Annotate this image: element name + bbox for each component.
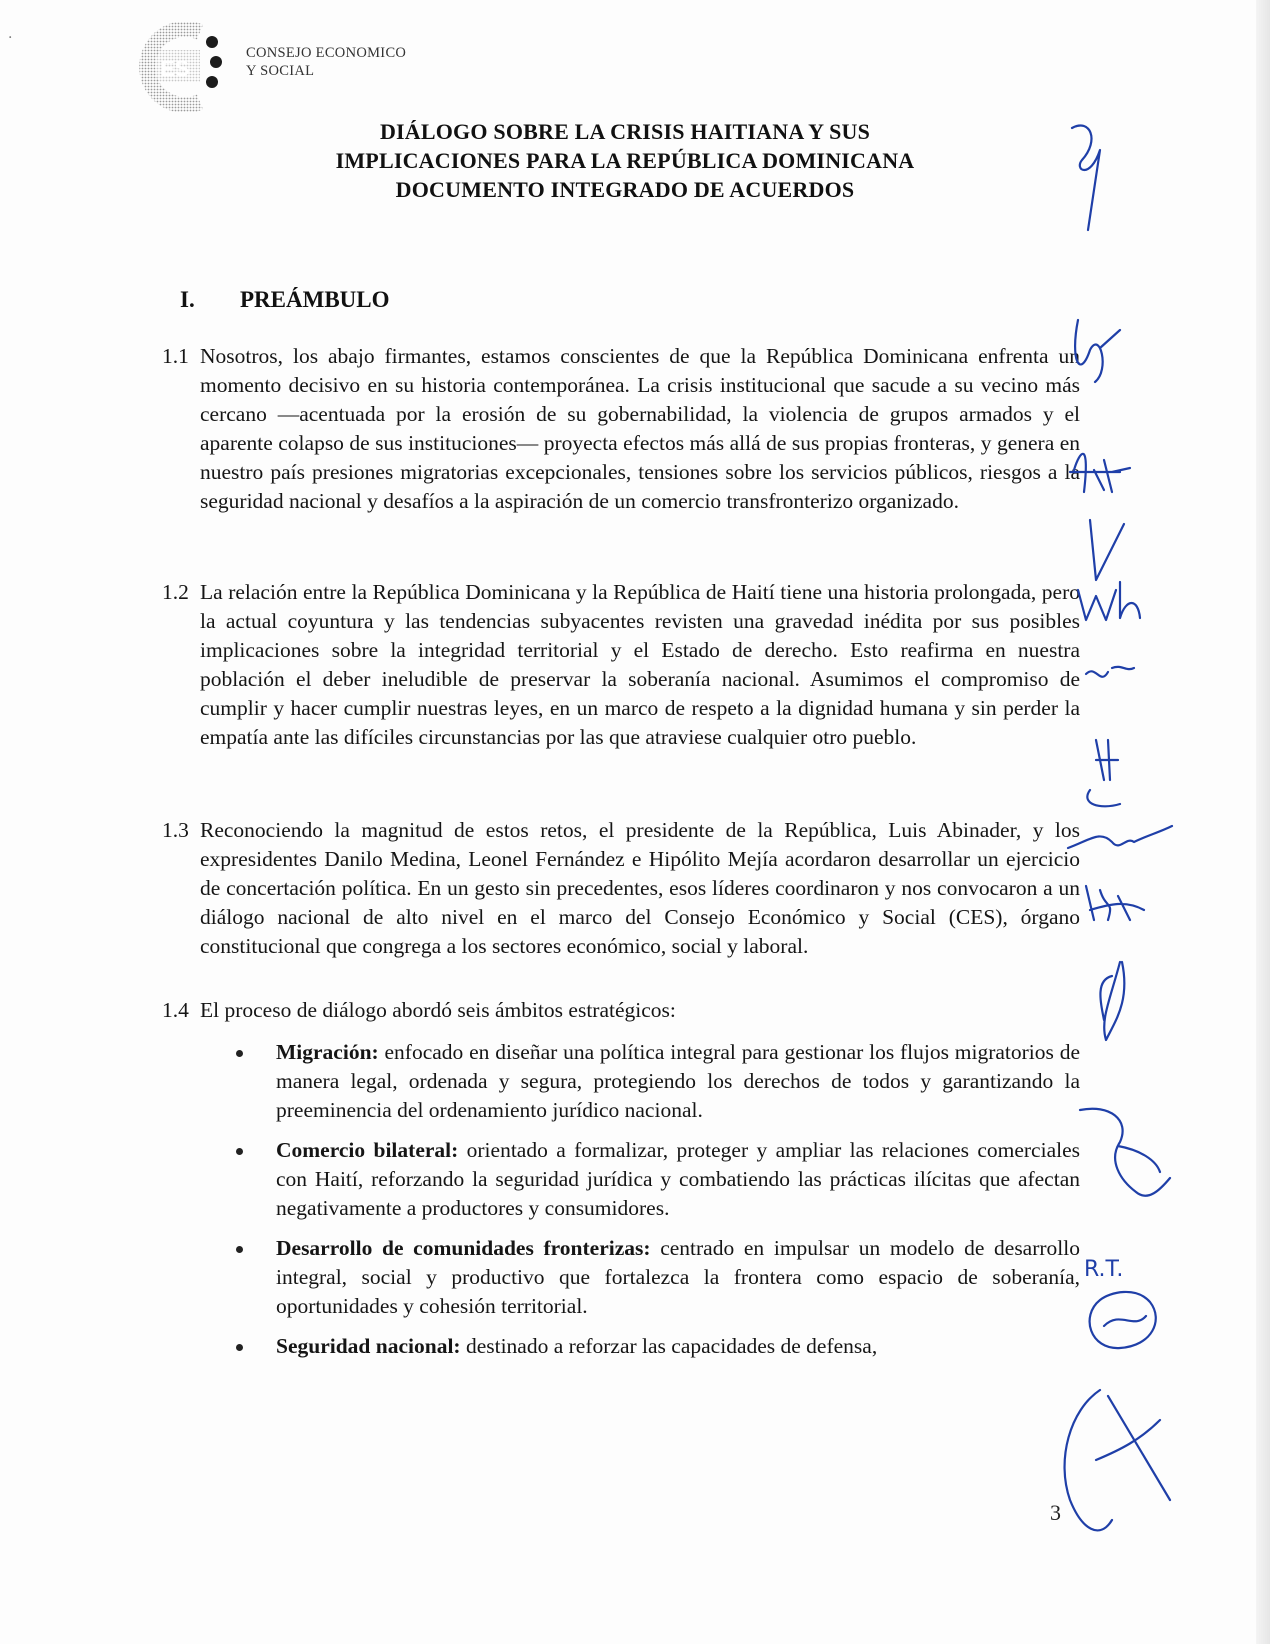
scan-mark: ·	[8, 30, 13, 46]
list-item	[236, 1136, 1080, 1223]
ces-logo	[138, 22, 438, 112]
paragraph-number: 1.3	[162, 818, 189, 842]
bullet-term: Comercio bilateral:	[276, 1138, 459, 1162]
handwritten-signatures-icon	[1060, 120, 1270, 1644]
list-item	[236, 1234, 1080, 1321]
bullet-text: centrado en impulsar un modelo de desarrollo integral, social y productivo que fortalezca la frontera como espacio de soberanía, oportunidades y cohesión territorial.	[276, 1236, 1080, 1318]
list-item	[236, 1332, 1080, 1361]
svg-text:ES: ES	[160, 56, 190, 81]
bullet-icon	[236, 1344, 243, 1351]
margin-initials	[1060, 120, 1270, 1644]
paragraph-1-3	[162, 816, 1080, 961]
section-title: PREÁMBULO	[240, 287, 390, 312]
bullet-term: Seguridad nacional:	[276, 1334, 461, 1358]
paragraph-1-2	[162, 578, 1080, 752]
paragraph-text: Nosotros, los abajo firmantes, estamos conscientes de que la República Dominicana enfrenta un momento decisivo en su historia contemporánea. La crisis institucional que sacude a su vecino más cercano —acentuada por la erosión de su gobernabilidad, la violencia de grupos armados y el aparente colapso de sus instituciones— proyecta efectos más allá de sus propias fronteras, y genera en nuestro país presiones migratorias excepcionales, tensiones sobre los servicios públicos, riesgos a la seguridad nacional y desafíos a la aspiración de un comercio transfronterizo organizado.	[200, 344, 1080, 513]
bullet-icon	[236, 1246, 243, 1253]
bullet-term: Desarrollo de comunidades fronterizas:	[276, 1236, 651, 1260]
paragraph-number: 1.1	[162, 344, 189, 368]
svg-text:R.T.: R.T.	[1084, 1257, 1124, 1282]
bullet-text: enfocado en diseñar una política integral para gestionar los flujos migratorios de manera legal, ordenada y segura, protegiendo los derechos de todos y garantizando la preeminencia del ordenamiento jurídico nacional.	[276, 1040, 1080, 1122]
ces-logo-icon	[138, 22, 248, 112]
bullet-icon	[236, 1050, 243, 1057]
section-number: I.	[180, 287, 195, 312]
section-heading	[180, 287, 390, 313]
page-number: 3	[1050, 1500, 1061, 1525]
title-line-2: IMPLICACIONES PARA LA REPÚBLICA DOMINICANA	[335, 148, 915, 173]
bullet-text: orientado a formalizar, proteger y ampliar las relaciones comerciales con Haití, reforzando la seguridad jurídica y combatiendo las prácticas ilícitas que afectan negativamente a productores y consumidores.	[276, 1138, 1080, 1220]
title-line-3: DOCUMENTO INTEGRADO DE ACUERDOS	[395, 177, 855, 202]
paragraph-text: Reconociendo la magnitud de estos retos, el presidente de la República, Luis Abinader, y los expresidentes Danilo Medina, Leonel Fernández e Hipólito Mejía acordaron desarrollar un ejercicio de concertación política. En un gesto sin precedentes, esos líderes coordinaron y nos convocaron a un diálogo nacional de alto nivel en el marco del Consejo Económico y Social (CES), órgano constitucional que congrega a los sectores económico, social y laboral.	[200, 818, 1080, 958]
logo-text	[246, 44, 406, 80]
bullet-term: Migración:	[276, 1040, 379, 1064]
paragraph-text: La relación entre la República Dominicana y la República de Haití tiene una historia prolongada, pero la actual coyuntura y las tendencias subyacentes revisten una gravedad inédita por sus posibles implicaciones sobre la integridad territorial y el Estado de derecho. Esto reafirma en nuestra población el deber ineludible de preservar la soberanía nacional. Asumimos el compromiso de cumplir y hacer cumplir nuestras leyes, en un marco de respeto a la dignidad humana y sin perder la empatía ante las difíciles circunstancias por las que atraviese cualquier otro pueblo.	[200, 580, 1080, 749]
bullet-icon	[236, 1148, 243, 1155]
bullet-text: destinado a reforzar las capacidades de defensa,	[460, 1334, 878, 1358]
strategic-areas-list	[236, 1038, 1080, 1372]
logo-line-1: CONSEJO ECONOMICO	[246, 45, 407, 61]
title-line-1: DIÁLOGO SOBRE LA CRISIS HAITIANA Y SUS	[379, 119, 871, 144]
document-title	[200, 117, 1050, 204]
paragraph-text: El proceso de diálogo abordó seis ámbitos estratégicos:	[200, 998, 676, 1022]
paragraph-number: 1.4	[162, 998, 189, 1022]
logo-line-2: Y SOCIAL	[246, 63, 315, 79]
paragraph-1-4	[162, 996, 1080, 1025]
list-item	[236, 1038, 1080, 1125]
paragraph-1-1	[162, 342, 1080, 516]
paragraph-number: 1.2	[162, 580, 189, 604]
